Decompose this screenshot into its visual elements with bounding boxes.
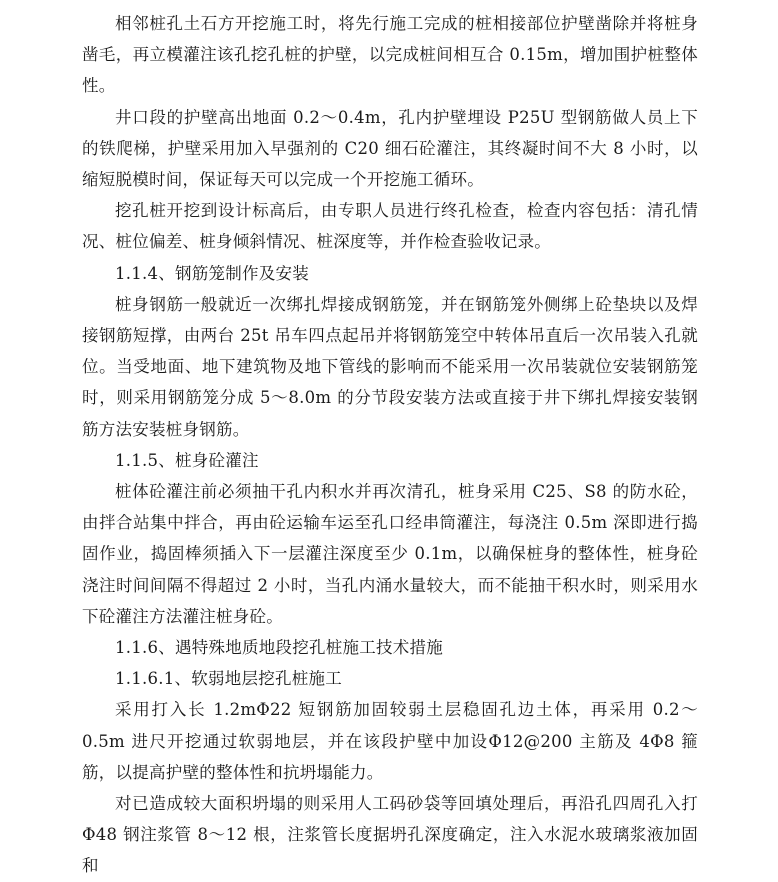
paragraph-concrete-pouring: 桩体砼灌注前必须抽干孔内积水并再次清孔，桩身采用 C25、S8 的防水砼，由拌合站集中拌合，再由砼运输车运至孔口经串筒灌注，每浇注 0.5m 深即进行捣固作业，捣固棒须插入下一层灌注深度至少 0.1m，以确保桩身的整体性，桩身砼浇注时间间隔不得超过 2 小时，当孔内涌水量较大，而不能抽干积水时，则采用水下砼灌注方法灌注桩身砼。 [82, 482, 698, 626]
paragraph-rebar-cage: 桩身钢筋一般就近一次绑扎焊接成钢筋笼，并在钢筋笼外侧绑上砼垫块以及焊接钢筋短撑，由两台 25t 吊车四点起吊并将钢筋笼空中转体吊直后一次吊装入孔就位。当受地面、地下建筑物及地下管线的影响而不能采用一次吊装就位安装钢筋笼时，则采用钢筋笼分成 5～8.0m 的分节段安装方法或直接于井下绑扎焊接安装钢筋方法安装桩身钢筋。 [82, 294, 698, 439]
section-heading-1-1-6: 1.1.6、遇特殊地质地段挖孔桩施工技术措施 [115, 638, 443, 658]
section-heading-1-1-6-1: 1.1.6.1、软弱地层挖孔桩施工 [115, 669, 342, 689]
paragraph-final-hole-inspection: 挖孔桩开挖到设计标高后，由专职人员进行终孔检查，检查内容包括：清孔情况、桩位偏差、桩身倾斜情况、桩深度等，并作检查验收记录。 [82, 201, 698, 252]
paragraph-soft-stratum: 采用打入长 1.2mΦ22 短钢筋加固较弱土层稳固孔边土体，再采用 0.2～0.5m 进尺开挖通过软弱地层，并在该段护壁中加设Φ12@200 主筋及 4Φ8 箍筋，以提高护壁的整体性和抗坍塌能力。 [82, 700, 698, 782]
section-heading-1-1-5: 1.1.5、桩身砼灌注 [115, 450, 259, 470]
paragraph-wellhead-retaining-wall: 井口段的护壁高出地面 0.2～0.4m，孔内护壁埋设 P25U 型钢筋做人员上下的铁爬梯，护壁采用加入早强剂的 C20 细石砼灌注，其终凝时间不大 8 小时，以缩短脱模时间，保证每天可以完成一个开挖施工循环。 [82, 107, 698, 190]
section-heading-1-1-4: 1.1.4、钢筋笼制作及安装 [115, 263, 309, 283]
paragraph-adjacent-pile-excavation: 相邻桩孔土石方开挖施工时，将先行施工完成的桩相接部位护壁凿除并将桩身凿毛，再立模灌注该孔挖孔桩的护壁，以完成桩间相互合 0.15m，增加围护桩整体性。 [82, 14, 698, 96]
paragraph-collapse-treatment: 对已造成较大面积坍塌的则采用人工码砂袋等回填处理后，再沿孔四周孔入打Φ48 钢注浆管 8～12 根，注浆管长度据坍孔深度确定，注入水泥水玻璃浆液加固和 [82, 794, 698, 876]
